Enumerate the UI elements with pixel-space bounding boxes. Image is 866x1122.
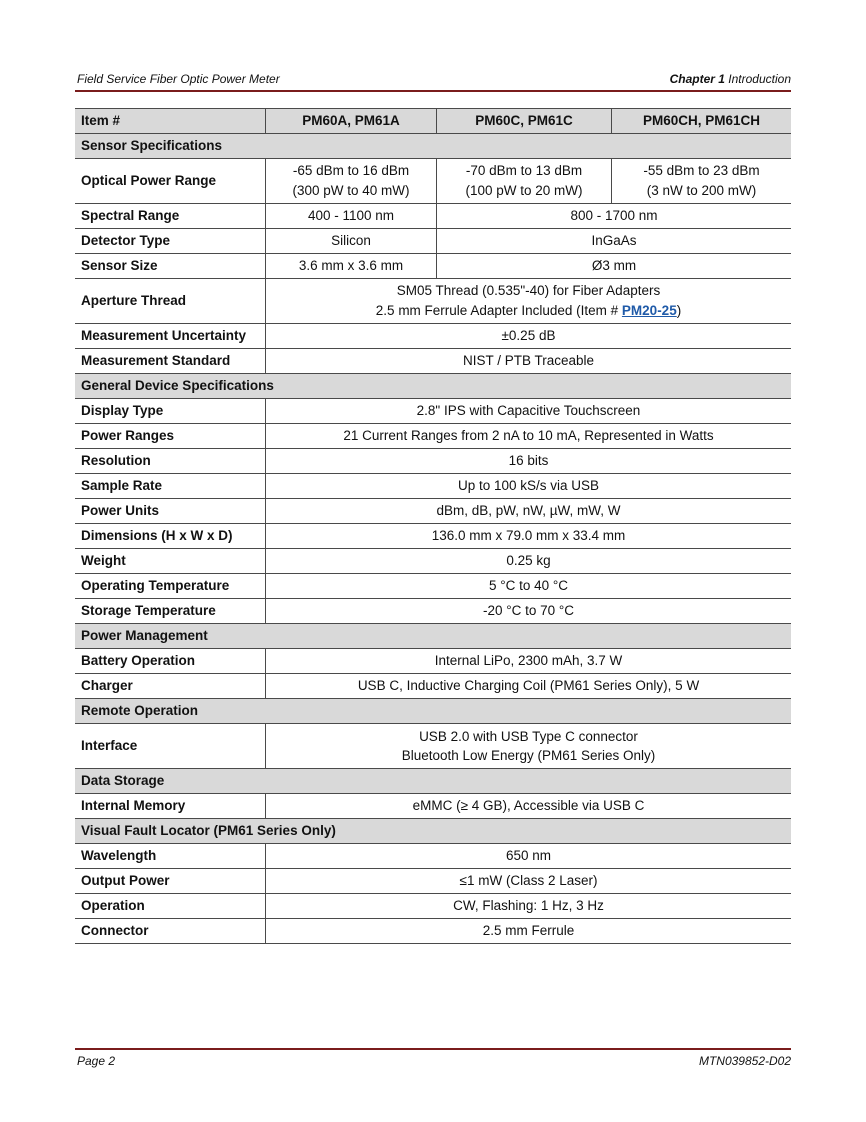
table-row	[75, 549, 791, 574]
table-cell: 400 - 1100 nm	[266, 204, 437, 229]
document-title: Field Service Fiber Optic Power Meter	[77, 72, 280, 86]
chapter-title: Introduction	[728, 72, 791, 86]
table-cell: USB C, Inductive Charging Coil (PM61 Series Only), 5 W	[266, 674, 792, 699]
row-label: Display Type	[75, 399, 266, 424]
table-row	[75, 449, 791, 474]
table-cell: 5 °C to 40 °C	[266, 574, 792, 599]
spec-table	[75, 108, 791, 944]
table-cell: ≤1 mW (Class 2 Laser)	[266, 869, 792, 894]
row-label: Connector	[75, 919, 266, 944]
table-row	[75, 399, 791, 424]
row-label: Wavelength	[75, 844, 266, 869]
table-row	[75, 599, 791, 624]
table-cell: dBm, dB, pW, nW, µW, mW, W	[266, 499, 792, 524]
section-title: Remote Operation	[75, 699, 791, 724]
table-cell: Up to 100 kS/s via USB	[266, 474, 792, 499]
table-cell: 21 Current Ranges from 2 nA to 10 mA, Represented in Watts	[266, 424, 792, 449]
table-row	[75, 474, 791, 499]
row-label: Measurement Standard	[75, 349, 266, 374]
table-row	[75, 229, 791, 254]
table-row	[75, 649, 791, 674]
row-label: Power Ranges	[75, 424, 266, 449]
row-label: Sample Rate	[75, 474, 266, 499]
row-label: Measurement Uncertainty	[75, 324, 266, 349]
column-header: PM60C, PM61C	[437, 109, 612, 134]
document-number: MTN039852-D02	[698, 1054, 791, 1068]
page-header	[75, 72, 791, 90]
row-label: Optical Power Range	[75, 159, 266, 204]
table-cell: 136.0 mm x 79.0 mm x 33.4 mm	[266, 524, 792, 549]
table-cell: SM05 Thread (0.535"-40) for Fiber Adapters 2.5 mm Ferrule Adapter Included (Item # PM20-25)	[266, 279, 792, 324]
row-label: Dimensions (H x W x D)	[75, 524, 266, 549]
row-label: Operating Temperature	[75, 574, 266, 599]
row-label: Charger	[75, 674, 266, 699]
table-row	[75, 159, 791, 204]
table-row	[75, 724, 791, 769]
table-row	[75, 674, 791, 699]
table-row	[75, 574, 791, 599]
chapter-label: Chapter 1	[669, 72, 725, 86]
table-row	[75, 254, 791, 279]
header-rule	[75, 90, 791, 92]
section-title: Sensor Specifications	[75, 134, 791, 159]
table-cell: -70 dBm to 13 dBm (100 pW to 20 mW)	[437, 159, 612, 204]
section-row	[75, 819, 791, 844]
chapter-heading	[670, 72, 791, 86]
table-cell: 2.5 mm Ferrule	[266, 919, 792, 944]
row-label: Battery Operation	[75, 649, 266, 674]
column-header: PM60CH, PM61CH	[612, 109, 792, 134]
table-row	[75, 324, 791, 349]
table-row	[75, 869, 791, 894]
row-label: Internal Memory	[75, 794, 266, 819]
section-title: Visual Fault Locator (PM61 Series Only)	[75, 819, 791, 844]
table-cell: InGaAs	[437, 229, 792, 254]
table-cell: ±0.25 dB	[266, 324, 792, 349]
footer-rule	[75, 1048, 791, 1050]
row-label: Aperture Thread	[75, 279, 266, 324]
table-cell: -55 dBm to 23 dBm (3 nW to 200 mW)	[612, 159, 792, 204]
table-cell: Ø3 mm	[437, 254, 792, 279]
table-cell: 800 - 1700 nm	[437, 204, 792, 229]
table-cell: 2.8" IPS with Capacitive Touchscreen	[266, 399, 792, 424]
row-label: Weight	[75, 549, 266, 574]
row-label: Sensor Size	[75, 254, 266, 279]
section-row	[75, 374, 791, 399]
table-row	[75, 844, 791, 869]
table-row	[75, 524, 791, 549]
table-cell: NIST / PTB Traceable	[266, 349, 792, 374]
row-label: Power Units	[75, 499, 266, 524]
row-label: Resolution	[75, 449, 266, 474]
row-label: Operation	[75, 894, 266, 919]
table-cell: 3.6 mm x 3.6 mm	[266, 254, 437, 279]
table-cell: USB 2.0 with USB Type C connector Bluetooth Low Energy (PM61 Series Only)	[266, 724, 792, 769]
row-label: Interface	[75, 724, 266, 769]
column-header: PM60A, PM61A	[266, 109, 437, 134]
row-label: Detector Type	[75, 229, 266, 254]
item-link[interactable]: PM20-25	[621, 303, 677, 318]
table-cell: 0.25 kg	[266, 549, 792, 574]
section-row	[75, 699, 791, 724]
row-label: Storage Temperature	[75, 599, 266, 624]
column-header: Item #	[75, 109, 266, 134]
row-label: Spectral Range	[75, 204, 266, 229]
table-header-row	[75, 109, 791, 134]
table-row	[75, 204, 791, 229]
section-title: Power Management	[75, 624, 791, 649]
page-number: Page 2	[77, 1054, 116, 1068]
table-row	[75, 894, 791, 919]
table-cell: 650 nm	[266, 844, 792, 869]
table-cell: Internal LiPo, 2300 mAh, 3.7 W	[266, 649, 792, 674]
section-row	[75, 624, 791, 649]
table-cell: -20 °C to 70 °C	[266, 599, 792, 624]
section-row	[75, 134, 791, 159]
table-cell: Silicon	[266, 229, 437, 254]
table-row	[75, 794, 791, 819]
table-cell: eMMC (≥ 4 GB), Accessible via USB C	[266, 794, 792, 819]
table-cell: CW, Flashing: 1 Hz, 3 Hz	[266, 894, 792, 919]
table-row	[75, 349, 791, 374]
table-row	[75, 919, 791, 944]
row-label: Output Power	[75, 869, 266, 894]
table-row	[75, 424, 791, 449]
table-cell: -65 dBm to 16 dBm (300 pW to 40 mW)	[266, 159, 437, 204]
section-title: General Device Specifications	[75, 374, 791, 399]
section-row	[75, 769, 791, 794]
section-title: Data Storage	[75, 769, 791, 794]
table-row	[75, 279, 791, 324]
table-cell: 16 bits	[266, 449, 792, 474]
table-row	[75, 499, 791, 524]
